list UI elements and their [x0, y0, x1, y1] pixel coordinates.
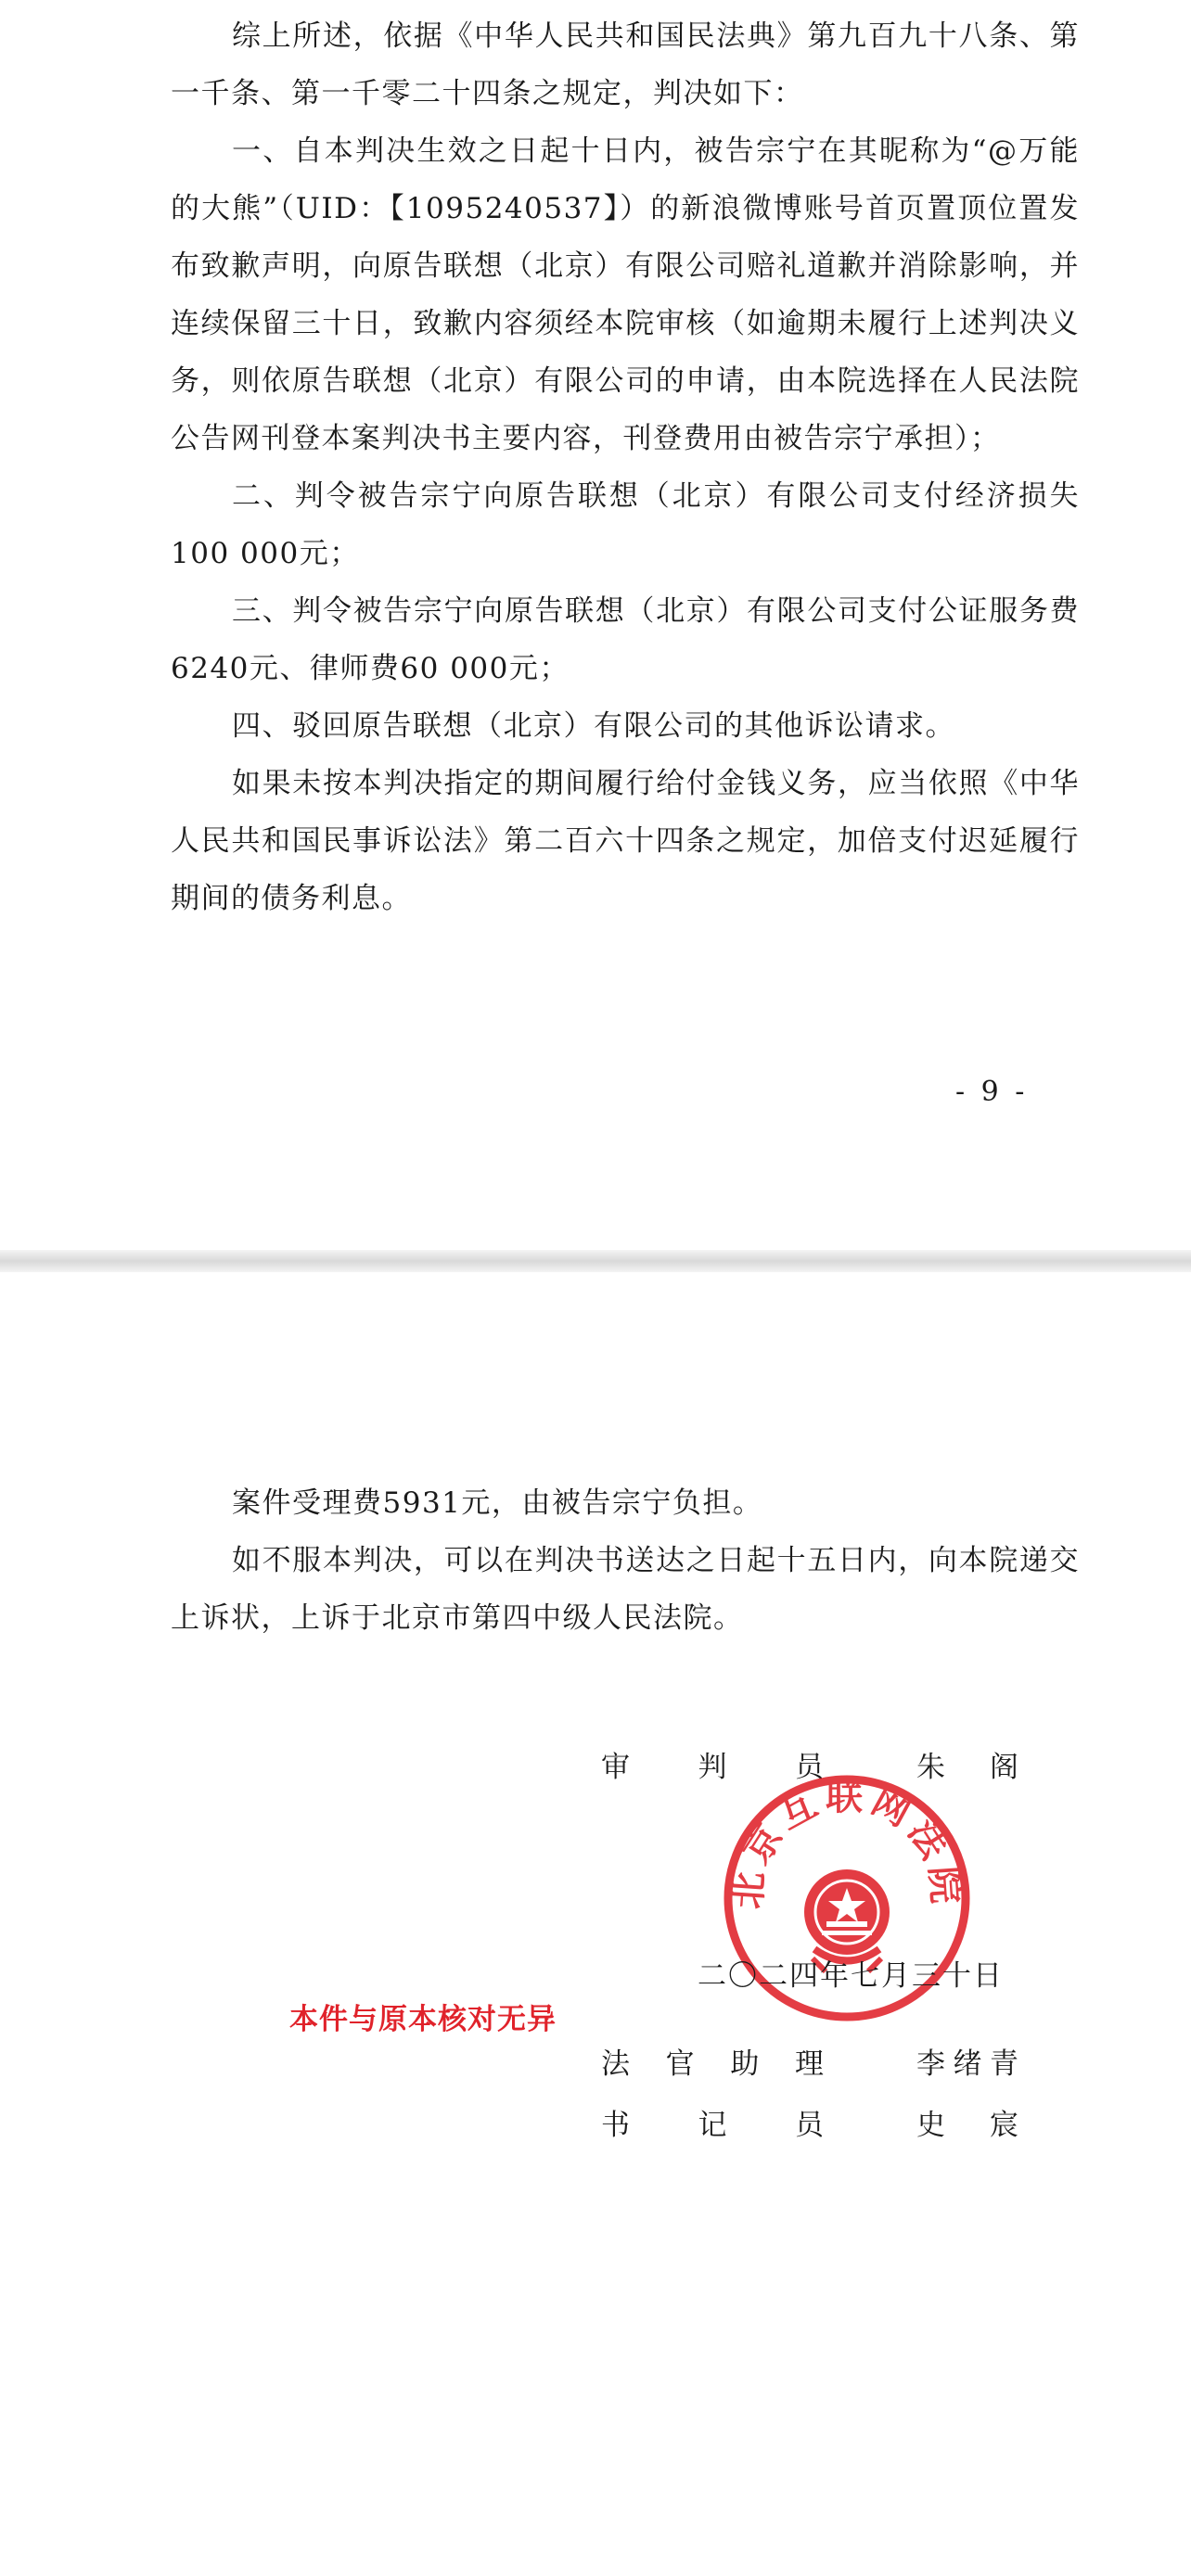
paragraph-ruling-1: 一、自本判决生效之日起十日内，被告宗宁在其昵称为“@万能的大熊”（UID：【1095240537】）的新浪微博账号首页置顶位置发布致歉声明，向原告联想（北京）有限公司赔礼道歉并消除影响，并连续保留三十日，致歉内容须经本院审核（如逾期未履行上述判决义务，则依原告联想（北京）有限公司的申请，由本院选择在人民法院公告网刊登本案判决书主要内容，刊登费用由被告宗宁承担）； [171, 134, 1080, 455]
signature-clerk [601, 2101, 1018, 2148]
paragraph-late-payment: 如果未按本判决指定的期间履行给付金钱义务，应当依照《中华人民共和国民事诉讼法》第二百六十四条之规定，加倍支付迟延履行期间的债务利息。 [171, 767, 1080, 915]
page-divider [0, 1250, 1191, 1272]
paragraph-summary: 综上所述，依据《中华人民共和国民法典》第九百九十八条、第一千条、第一千零二十四条之规定，判决如下： [171, 19, 1080, 110]
document-page-9 [0, 0, 1191, 1250]
signature-role-judge: 审 判 员 [601, 1751, 824, 1784]
paragraph-ruling-2: 二、判令被告宗宁向原告联想（北京）有限公司支付经济损失100 000元； [171, 479, 1080, 570]
judgment-body [171, 7, 1080, 927]
signature-assistant [601, 2040, 1018, 2086]
fees-and-appeal [171, 1474, 1080, 1647]
signature-role-clerk: 书 记 员 [601, 2109, 824, 2142]
signature-name-assistant: 李 绪 青 [916, 2047, 1018, 2081]
document-page-10 [0, 1272, 1191, 2576]
signature-role-assistant: 法 官 助 理 [601, 2047, 824, 2081]
signature-name-judge: 朱 阁 [916, 1751, 1018, 1784]
paragraph-appeal: 如不服本判决，可以在判决书送达之日起十五日内，向本院递交上诉状，上诉于北京市第四中级人民法院。 [171, 1544, 1080, 1635]
signature-name-clerk: 史 宸 [916, 2109, 1018, 2142]
paragraph-ruling-4: 四、驳回原告联想（北京）有限公司的其他诉讼请求。 [232, 709, 955, 743]
page-number: - 9 - [955, 1076, 1029, 1108]
copy-verified-stamp: 本件与原本核对无异 [289, 2003, 557, 2036]
judgment-date: 二〇二四年七月三十日 [698, 1959, 1004, 1993]
paragraph-court-fee: 案件受理费5931元，由被告宗宁负担。 [232, 1486, 763, 1520]
paragraph-ruling-3: 三、判令被告宗宁向原告联想（北京）有限公司支付公证服务费6240元、律师费60 000元； [171, 594, 1080, 685]
svg-text:北京互联网法院: 北京互联网法院 [725, 1774, 968, 1911]
